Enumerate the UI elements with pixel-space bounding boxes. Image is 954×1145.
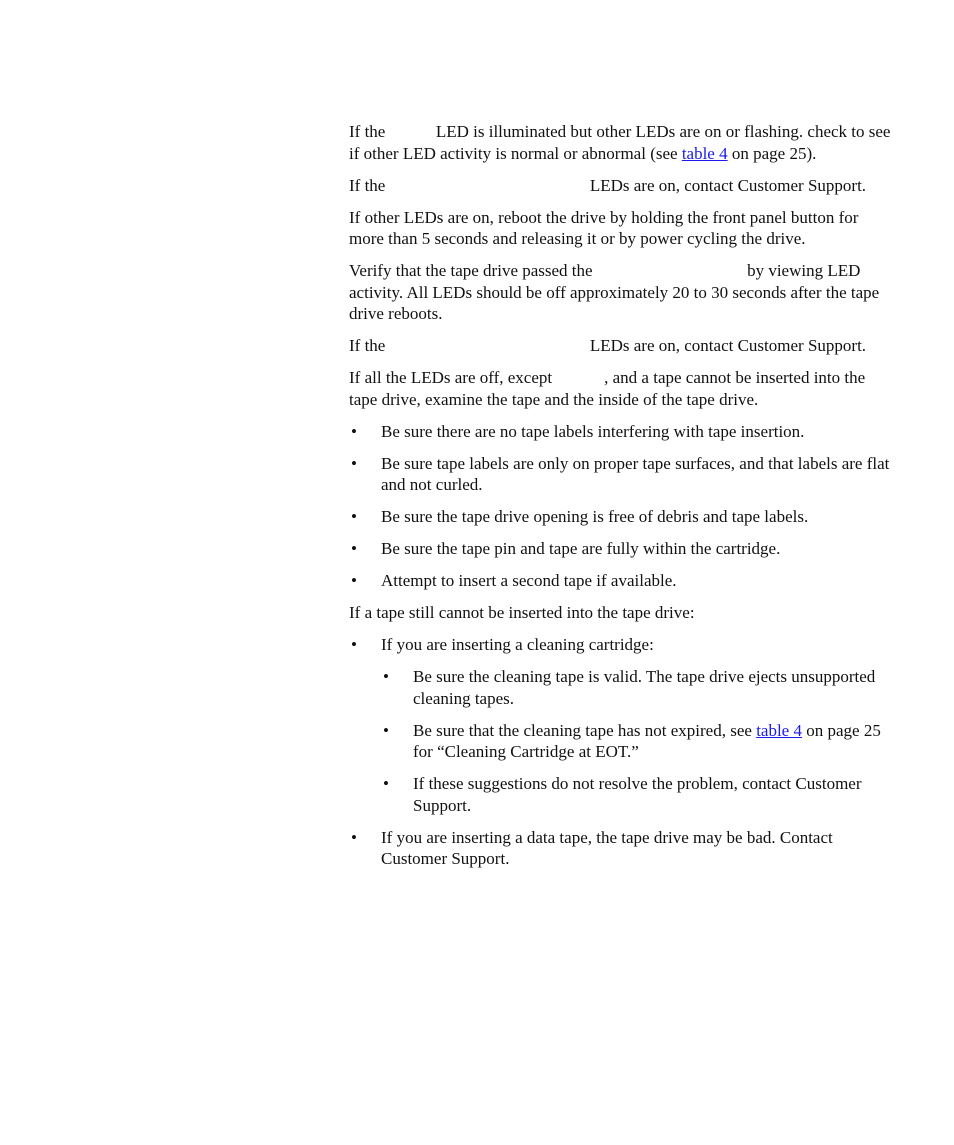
paragraph-text: , and a tape cannot be inserted into the tape drive, examine the tape and the inside of the tape drive. — [349, 368, 866, 409]
cleaning-sublist — [381, 666, 894, 816]
list-item-text: If these suggestions do not resolve the problem, contact Customer Support. — [413, 774, 862, 815]
list-item-text: Be sure tape labels are only on proper tape surfaces, and that labels are flat and not curled. — [381, 453, 890, 494]
list-item — [381, 720, 894, 763]
paragraph-still-cannot-insert: If a tape still cannot be inserted into the tape drive: — [349, 603, 695, 622]
list-item — [349, 453, 894, 496]
list-item-text: Be sure the cleaning tape is valid. The tape drive ejects unsupported cleaning tapes. — [413, 667, 876, 708]
paragraph-text: If the — [349, 336, 386, 355]
paragraph-leds-contact-support-2 — [349, 335, 894, 357]
paragraph-text: on page 25). — [731, 143, 817, 163]
list-item-text: If you are inserting a data tape, the tape drive may be bad. Contact Customer Support. — [381, 827, 833, 868]
list-item-text: on page 25 for “Cleaning Cartridge at EOT.” — [413, 720, 881, 761]
table-4-link[interactable]: table 4 — [681, 143, 728, 163]
bullet-icon: • — [351, 827, 357, 847]
bullet-icon: • — [383, 774, 389, 793]
list-item-text: Be sure there are no tape labels interfering with tape insertion. — [381, 421, 805, 441]
paragraph-verify-test — [349, 260, 894, 325]
paragraph-all-leds-off — [349, 367, 894, 410]
paragraph-text: LEDs are on, contact Customer Support. — [589, 336, 867, 355]
list-item-text: Be sure the tape drive opening is free of debris and tape labels. — [381, 507, 809, 526]
paragraph-led-illuminated — [349, 121, 894, 164]
list-item — [349, 570, 894, 592]
bullet-icon: • — [351, 635, 357, 654]
list-item-text: Attempt to insert a second tape if available. — [381, 571, 677, 590]
bullet-icon: • — [351, 571, 357, 590]
list-item-text: Be sure the tape pin and tape are fully within the cartridge. — [381, 539, 781, 558]
list-item-text: If you are inserting a cleaning cartridge: — [381, 635, 654, 654]
list-item-cleaning-cartridge — [349, 634, 894, 656]
paragraph-text: Verify that the tape drive passed the — [349, 261, 593, 280]
bullet-icon: • — [351, 539, 357, 558]
paragraph-text: LEDs are on, contact Customer Support. — [589, 175, 867, 195]
list-item — [349, 538, 894, 560]
list-item — [381, 666, 894, 709]
paragraph-text: LED is illuminated but other LEDs are on or flashing. check to see if other LED activity is normal or abnormal (see — [349, 122, 891, 163]
bullet-icon: • — [351, 507, 357, 526]
paragraph-text: If the — [349, 122, 386, 141]
document-body — [349, 121, 894, 880]
list-item — [381, 773, 894, 816]
bullet-icon: • — [351, 453, 357, 473]
paragraph-text: If the — [349, 175, 386, 195]
list-item-data-tape — [349, 827, 894, 870]
bullet-icon: • — [383, 720, 389, 740]
bullet-icon: • — [383, 667, 389, 686]
paragraph-text: by viewing LED activity. All LEDs should be off approximately 20 to 30 seconds after the tape drive reboots. — [349, 261, 880, 323]
list-item — [349, 421, 894, 443]
list-item — [349, 506, 894, 528]
paragraph-reboot-drive: If other LEDs are on, reboot the drive by holding the front panel button for more than 5 seconds and releasing it or by power cycling the drive. — [349, 207, 859, 248]
bullet-icon: • — [351, 421, 357, 441]
paragraph-leds-contact-support — [349, 175, 894, 197]
table-4-link[interactable]: table 4 — [756, 720, 802, 740]
list-item-text: Be sure that the cleaning tape has not expired, see — [413, 720, 752, 740]
paragraph-text: If all the LEDs are off, except — [349, 368, 553, 387]
